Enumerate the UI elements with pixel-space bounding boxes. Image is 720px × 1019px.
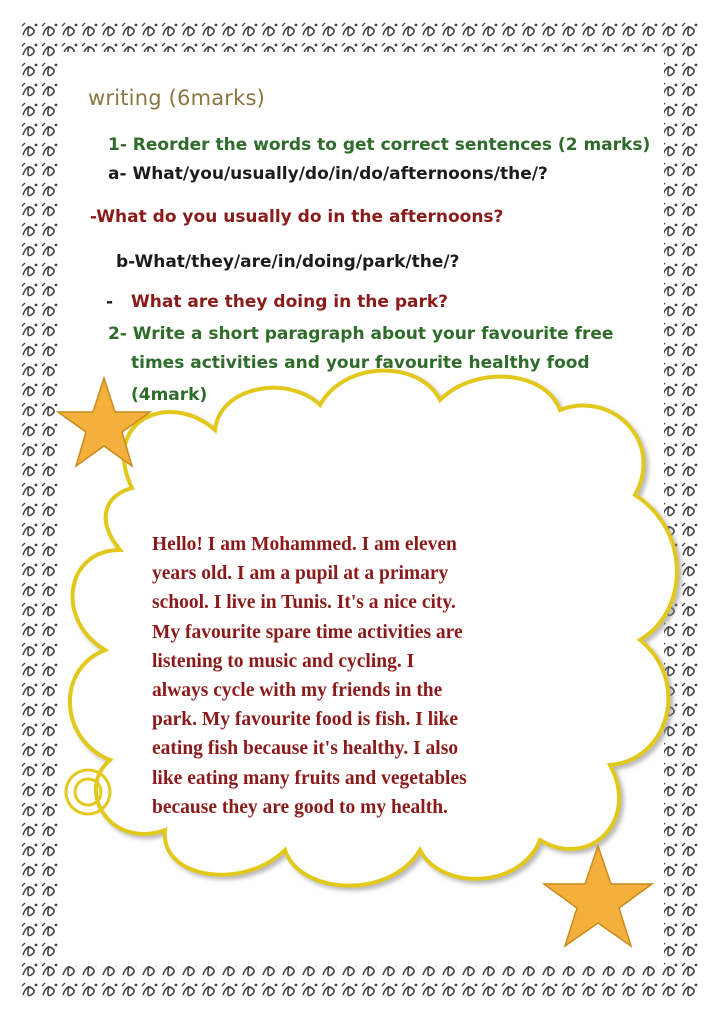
task1-a-answer: -What do you usually do in the afternoons? bbox=[90, 207, 504, 227]
task2-instruction-line1: 2- Write a short paragraph about your favourite free bbox=[108, 324, 614, 344]
paragraph-line: school. I live in Tunis. It's a nice city. bbox=[152, 592, 456, 614]
task1-b-prompt: b-What/they/are/in/doing/park/the/? bbox=[116, 252, 460, 272]
paragraph-line: always cycle with my friends in the bbox=[152, 680, 443, 702]
answer-paragraph bbox=[152, 530, 572, 822]
task1-b-answer: What are they doing in the park? bbox=[131, 292, 449, 312]
paragraph-line: listening to music and cycling. I bbox=[152, 650, 415, 672]
paragraph-line: like eating many fruits and vegetables bbox=[152, 767, 467, 789]
paragraph-line: My favourite spare time activities are bbox=[152, 621, 463, 643]
page-title: writing (6marks) bbox=[88, 86, 266, 110]
paragraph-line: Hello! I am Mohammed. I am eleven bbox=[152, 534, 457, 555]
paragraph-line: eating fish because it's healthy. I also bbox=[152, 738, 459, 760]
task2-instruction-line2: times activities and your favourite healthy food bbox=[131, 353, 590, 373]
task1-a-prompt: a- What/you/usually/do/in/do/afternoons/the/? bbox=[108, 164, 548, 184]
paragraph-line: years old. I am a pupil at a primary bbox=[152, 563, 449, 585]
bullet-dash: - bbox=[106, 292, 114, 312]
paragraph-line: park. My favourite food is fish. I like bbox=[152, 709, 459, 731]
task1-instruction: 1- Reorder the words to get correct sentences (2 marks) bbox=[108, 135, 651, 155]
task2-instruction-line3: (4mark) bbox=[131, 385, 208, 405]
paragraph-line: because they are good to my health. bbox=[152, 796, 448, 818]
